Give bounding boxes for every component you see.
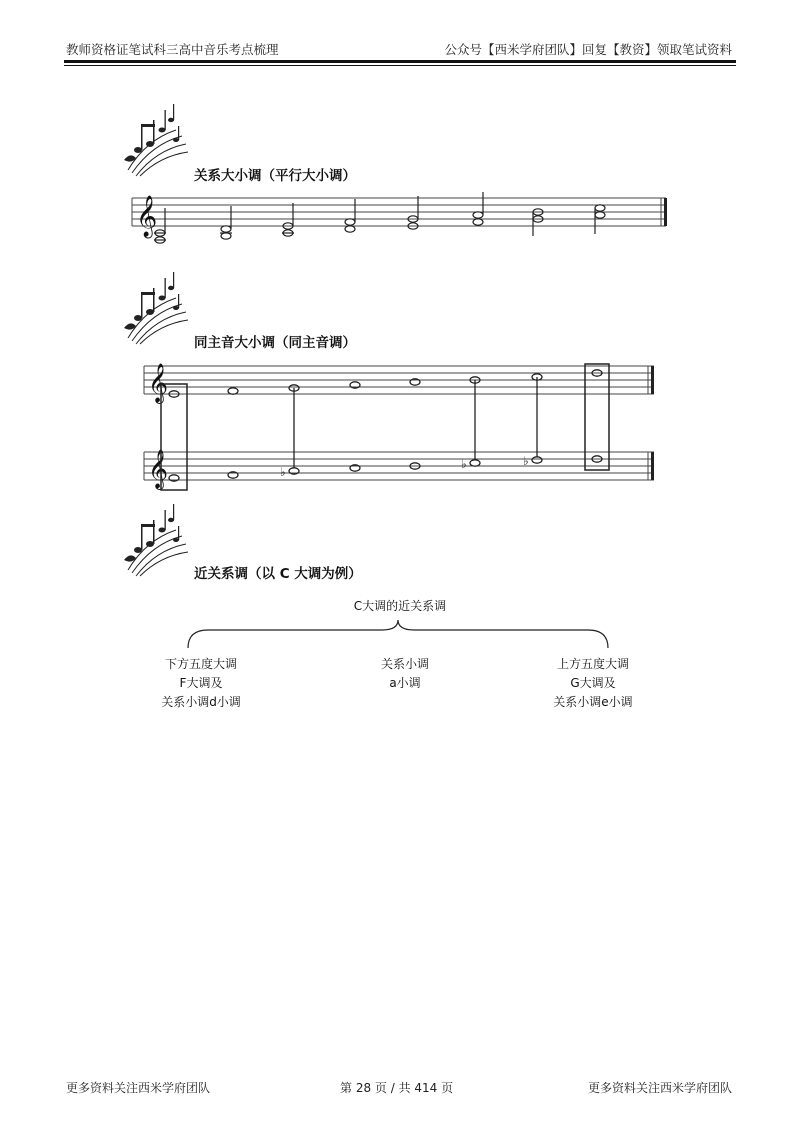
page-number: 第 28 页 / 共 414 页 (340, 1081, 454, 1095)
section-title-relative-keys: 关系大小调（平行大小调） (194, 168, 356, 184)
header-rule-thin (64, 65, 736, 66)
treble-clef-icon: 𝄞 (148, 449, 169, 489)
diagram-top-label: C大调的近关系调 (353, 599, 447, 613)
section-title-parallel-keys: 同主音大小调（同主音调） (194, 335, 356, 351)
relative-keys-staff (128, 188, 670, 260)
diagram-middle-line2: a小调 (389, 676, 421, 690)
parallel-keys-grand-staff (140, 356, 660, 496)
music-notes-decoration-icon (116, 500, 194, 578)
music-notes-decoration-icon (116, 100, 194, 178)
diagram-right-line1: 上方五度大调 (556, 657, 629, 671)
diagram-right-line2: G大调及 (570, 676, 616, 690)
svg-text:♭: ♭ (461, 457, 467, 471)
section-title-closely-related-keys: 近关系调（以 C 大调为例） (194, 566, 362, 582)
svg-text:♭: ♭ (523, 454, 529, 468)
diagram-left-group (136, 655, 266, 712)
music-notes-decoration-icon (116, 268, 194, 346)
diagram-middle-group (350, 655, 460, 693)
curly-brace (186, 618, 610, 650)
diagram-middle-line1: 关系小调 (380, 657, 429, 671)
treble-clef-icon: 𝄞 (148, 363, 169, 403)
footer-left-text: 更多资料关注西米学府团队 (66, 1081, 211, 1095)
diagram-left-line1: 下方五度大调 (164, 657, 237, 671)
header-left-text: 教师资格证笔试科三高中音乐考点梳理 (66, 42, 279, 57)
header-rule (64, 60, 736, 63)
footer-right-text: 更多资料关注西米学府团队 (587, 1081, 732, 1095)
diagram-right-group (528, 655, 658, 712)
header-right-text: 公众号【西米学府团队】回复【教资】领取笔试资料 (444, 42, 732, 57)
treble-clef-icon: 𝄞 (136, 196, 158, 237)
diagram-right-line3: 关系小调e小调 (553, 695, 633, 709)
diagram-left-line2: F大调及 (179, 676, 223, 690)
svg-text:♭: ♭ (280, 465, 286, 479)
diagram-left-line3: 关系小调d小调 (161, 695, 241, 709)
